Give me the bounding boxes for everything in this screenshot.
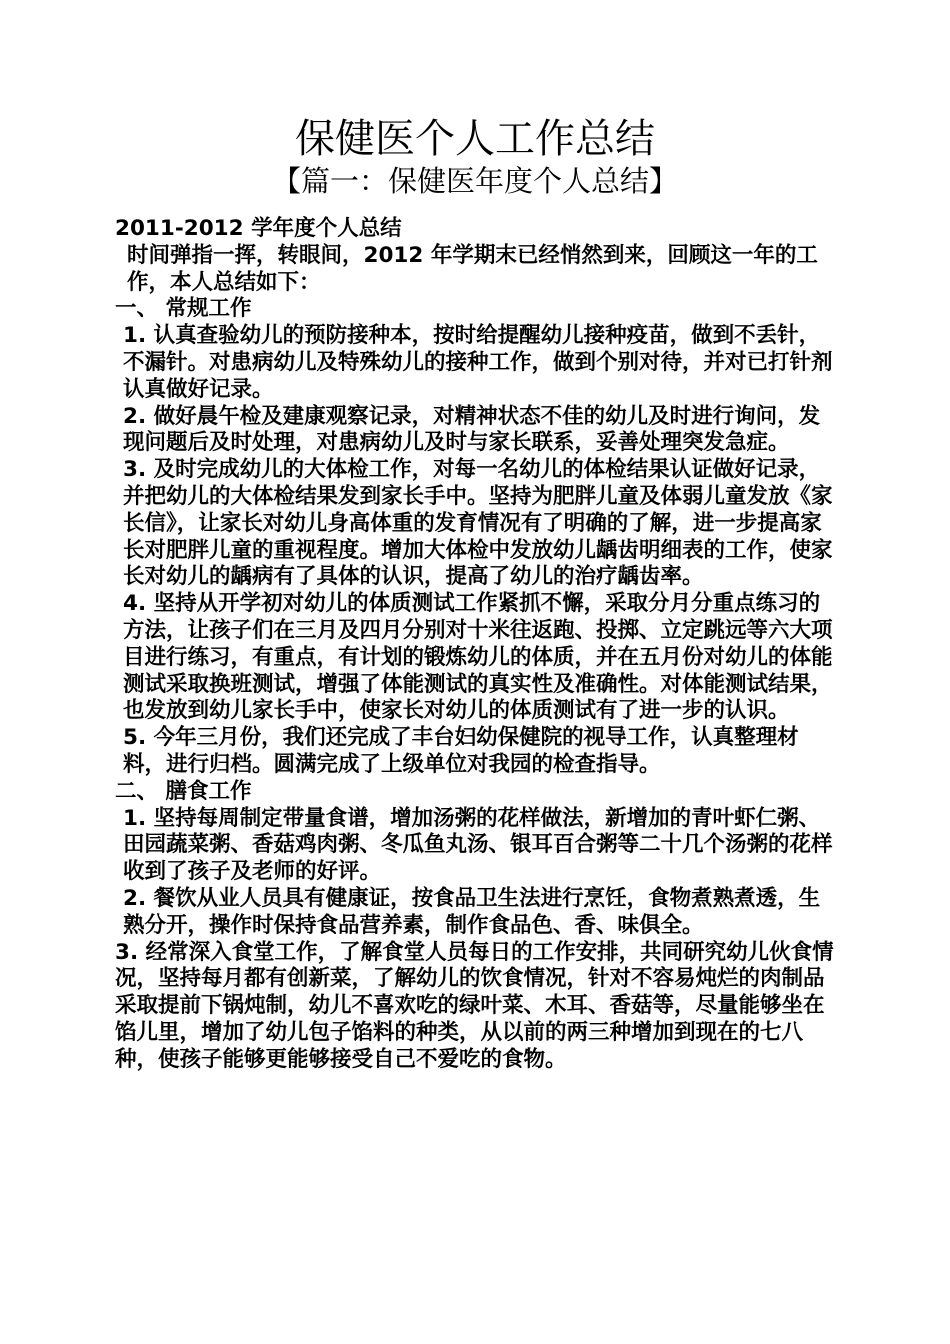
section-heading-meals: 二、 膳食工作	[115, 778, 252, 804]
paragraph-routine-1: 1. 认真查验幼儿的预防接种本，按时给提醒幼儿接种疫苗，做到不丢针，不漏针。对患病幼儿及特殊幼儿的接种工作，做到个别对待，并对已打针剂认真做好记录。	[123, 323, 833, 402]
paragraph-routine-3: 3. 及时完成幼儿的大体检工作，对每一名幼儿的体检结果认证做好记录，并把幼儿的大体检结果发到家长手中。坚持为肥胖儿童及体弱儿童发放《家长信》，让家长对幼儿身高体重的发育情况有了明确的了解，进一步提高家长对肥胖儿童的重视程度。增加大体检中发放幼儿龋齿明细表的工作，使家长对幼儿的龋病有了具体的认识，提高了幼儿的治疗龋齿率。	[123, 457, 833, 590]
paragraph-routine-2: 2. 做好晨午检及建康观察记录，对精神状态不佳的幼儿及时进行询问，发现问题后及时处理，对患病幼儿及时与家长联系，妥善处理突发急症。	[123, 403, 821, 456]
paragraph-routine-4: 4. 坚持从开学初对幼儿的体质测试工作紧抓不懈，采取分月分重点练习的方法，让孩子们在三月及四月分别对十米往返跑、投掷、立定跳远等六大项目进行练习，有重点，有计划的锻炼幼儿的体质，并在五月份对幼儿的体能测试采取换班测试，增强了体能测试的真实性及准确性。对体能测试结果，也发放到幼儿家长手中，使家长对幼儿的体质测试有了进一步的认识。	[123, 591, 833, 724]
intro-paragraph: 时间弹指一挥，转眼间，2012 年学期末已经悄然到来，回顾这一年的工作，本人总结如下：	[127, 242, 818, 295]
year-summary-heading: 2011-2012 学年度个人总结	[115, 216, 402, 241]
paragraph-meals-2: 2. 餐饮从业人员具有健康证，按食品卫生法进行烹饪，食物煮熟煮透，生熟分开，操作时保持食品营养素，制作食品色、香、味俱全。	[123, 885, 821, 938]
document-subtitle: 【篇一：保健医年度个人总结】	[271, 164, 678, 198]
paragraph-meals-1: 1. 坚持每周制定带量食谱，增加汤粥的花样做法，新增加的青叶虾仁粥、田园蔬菜粥、香菇鸡肉粥、冬瓜鱼丸汤、银耳百合粥等二十几个汤粥的花样收到了孩子及老师的好评。	[123, 805, 833, 885]
paragraph-routine-5: 5. 今年三月份，我们还完成了丰台妇幼保健院的视导工作，认真整理材料，进行归档。圆满完成了上级单位对我园的检查指导。	[123, 725, 799, 777]
document-body	[115, 216, 837, 1074]
paragraph-meals-3: 3. 经常深入食堂工作，了解食堂人员每日的工作安排，共同研究幼儿伙食情况，坚持每月都有创新菜，了解幼儿的饮食情况，针对不容易炖烂的肉制品采取提前下锅炖制，幼儿不喜欢吃的绿叶菜、木耳、香菇等，尽量能够坐在馅儿里，增加了幼儿包子馅料的种类，从以前的两三种增加到现在的七八种，使孩子能够更能够接受自己不爱吃的食物。	[115, 939, 834, 1072]
document-title: 保健医个人工作总结	[295, 116, 655, 162]
section-heading-routine: 一、 常规工作	[115, 296, 252, 322]
